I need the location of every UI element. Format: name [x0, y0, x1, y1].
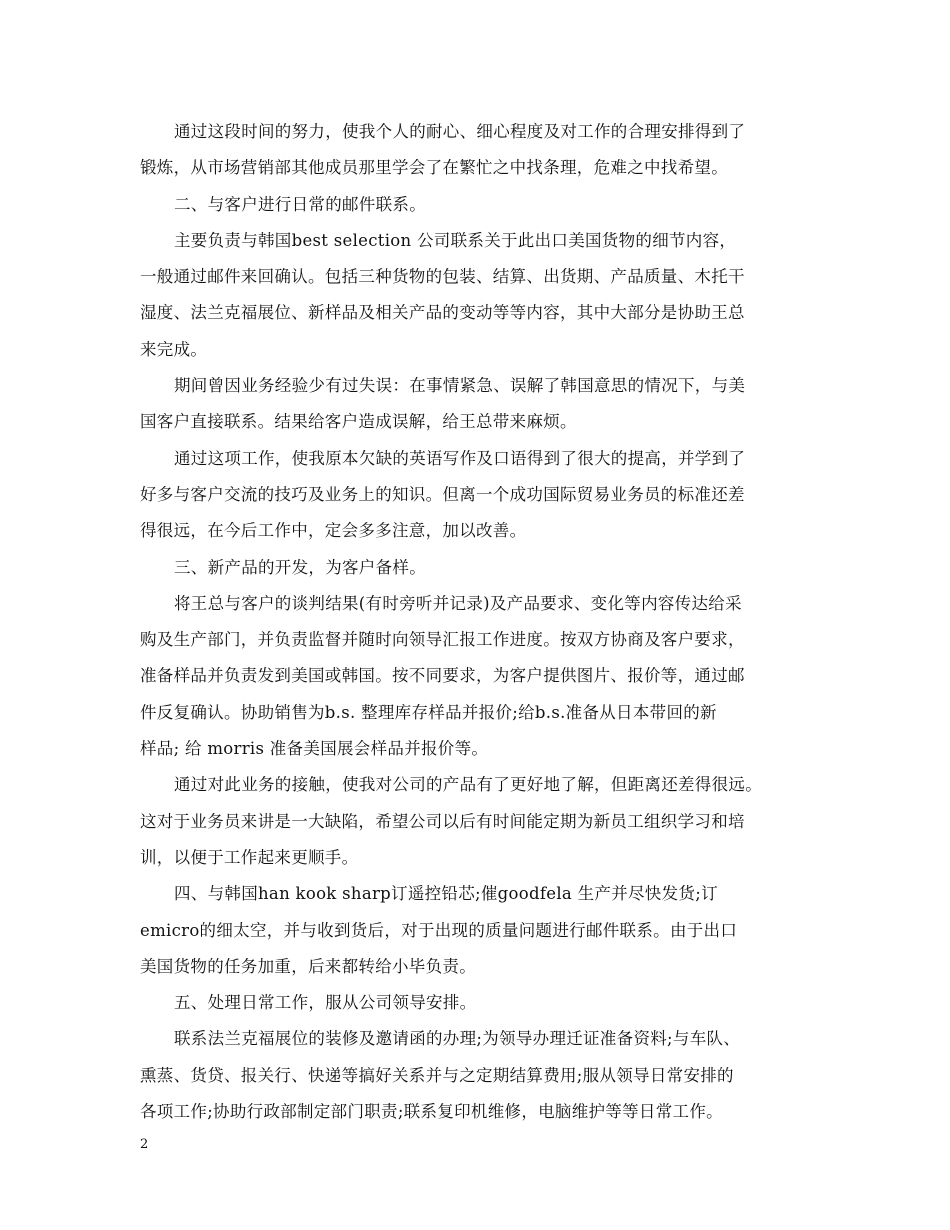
text-line: 样品; 给 morris 准备美国展会样品并报价等。 [140, 739, 489, 759]
text-line: 美国货物的任务加重，后来都转给小毕负责。 [140, 956, 476, 976]
text-line: 五、处理日常工作，服从公司领导安排。 [174, 993, 477, 1013]
document-body [140, 114, 830, 1130]
text-line: 一般通过邮件来回确认。包括三种货物的包装、结算、出货期、产品质量、木托干 [140, 267, 745, 287]
text-line: 联系法兰克福展位的装修及邀请函的办理;为领导办理迁证准备资料;与车队、 [174, 1029, 741, 1049]
text-line: 二、与客户进行日常的邮件联系。 [174, 194, 426, 214]
text-line: 购及生产部门，并负责监督并随时向领导汇报工作进度。按双方协商及客户要求， [140, 630, 745, 650]
text-line: 主要负责与韩国best selection 公司联系关于此出口美国货物的细节内容， [174, 230, 737, 250]
text-line: 熏蒸、货贷、报关行、快递等搞好关系并与之定期结算费用;服从领导日常安排的 [140, 1065, 734, 1085]
text-line: 通过对此业务的接触，使我对公司的产品有了更好地了解，但距离还差得很远。 [174, 775, 762, 795]
text-line: emicro的细太空，并与收到货后，对于出现的质量问题进行邮件联系。由于出口 [140, 920, 738, 940]
text-line: 各项工作;协助行政部制定部门职责;联系复印机维修，电脑维护等等日常工作。 [140, 1102, 723, 1122]
text-line: 锻炼，从市场营销部其他成员那里学会了在繁忙之中找条理，危难之中找希望。 [140, 158, 728, 178]
text-line: 准备样品并负责发到美国或韩国。按不同要求，为客户提供图片、报价等，通过邮 [140, 666, 745, 686]
text-line: 四、与韩国han kook sharp订遥控铅芯;催goodfela 生产并尽快发货;订 [174, 884, 718, 904]
text-line: 来完成。 [140, 339, 208, 359]
text-line: 通过这段时间的努力，使我个人的耐心、细心程度及对工作的合理安排得到了 [174, 122, 746, 141]
text-line: 国客户直接联系。结果给客户造成误解，给王总带来麻烦。 [140, 412, 577, 432]
text-line: 这对于业务员来讲是一大缺陷，希望公司以后有时间能定期为新员工组织学习和培 [140, 811, 745, 831]
text-line: 好多与客户交流的技巧及业务上的知识。但离一个成功国际贸易业务员的标准还差 [140, 484, 745, 504]
page-number: 2 [140, 1137, 149, 1152]
text-line: 训，以便于工作起来更顺手。 [140, 847, 359, 867]
text-line: 将王总与客户的谈判结果(有时旁听并记录)及产品要求、变化等内容传达给采 [174, 593, 742, 613]
text-line: 通过这项工作，使我原本欠缺的英语写作及口语得到了很大的提高，并学到了 [174, 448, 746, 468]
text-line: 得很远，在今后工作中，定会多多注意，加以改善。 [140, 521, 527, 541]
text-line: 三、新产品的开发，为客户备样。 [174, 557, 426, 577]
text-line: 期间曾因业务经验少有过失误：在事情紧急、误解了韩国意思的情况下，与美 [174, 376, 746, 396]
text-line: 湿度、法兰克福展位、新样品及相关产品的变动等等内容，其中大部分是协助王总 [140, 303, 745, 323]
text-line: 件反复确认。协助销售为b.s. 整理库存样品并报价;给b.s.准备从日本带回的新 [140, 702, 717, 722]
